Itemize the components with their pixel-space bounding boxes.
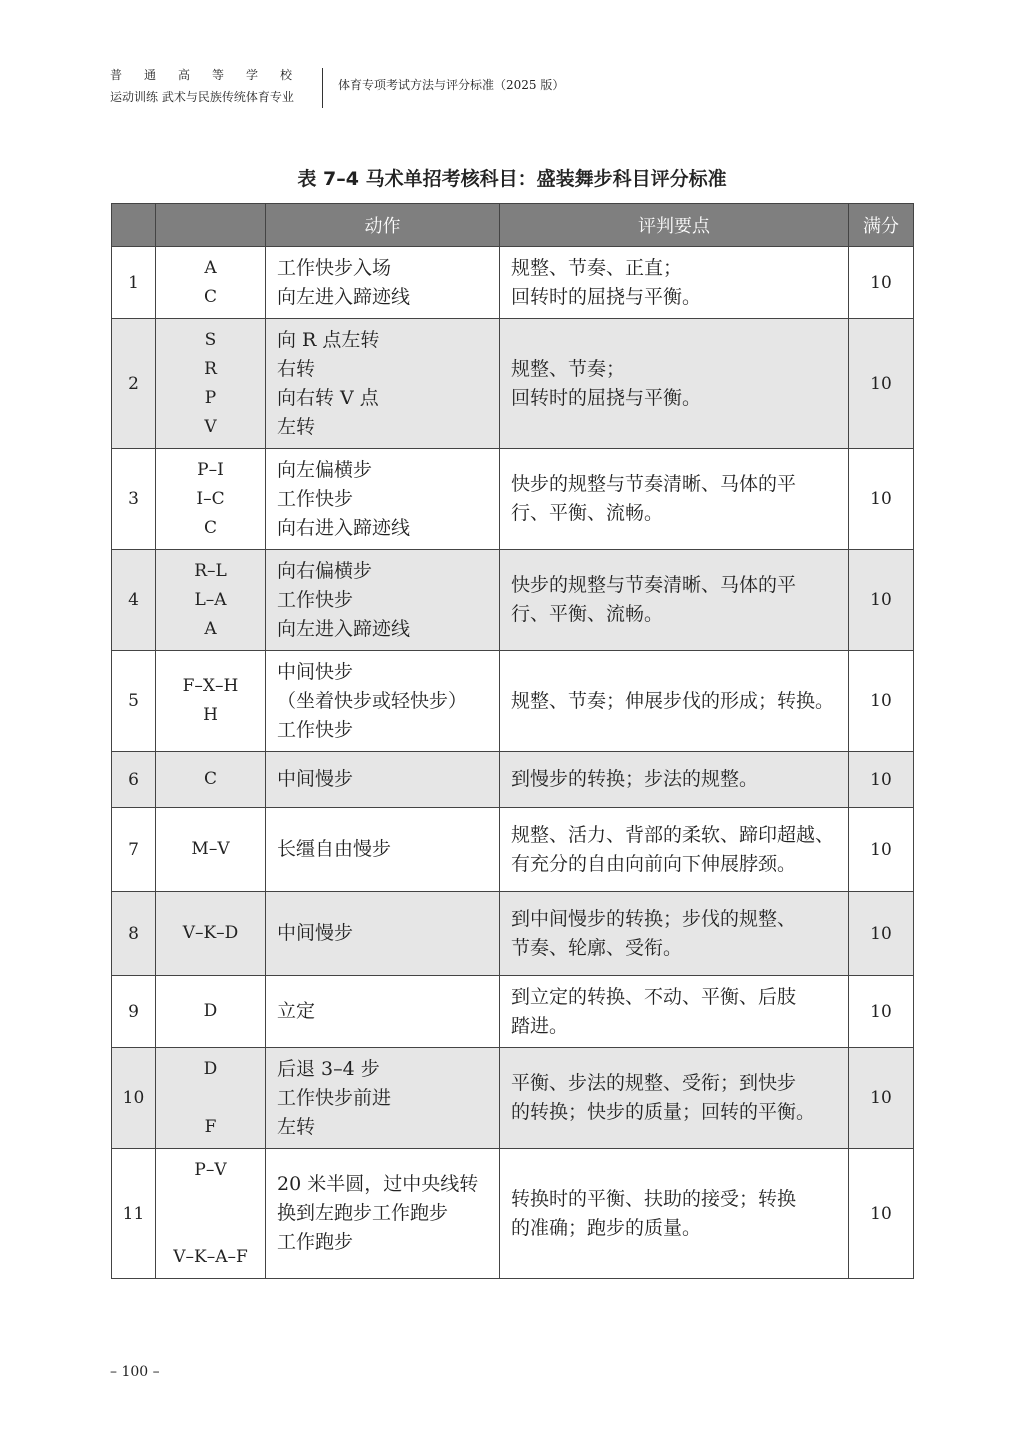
table-title: 表 7–4 马术单招考核科目：盛装舞步科目评分标准: [297, 168, 727, 190]
position-marker: H: [203, 705, 218, 725]
key-point-line: 的准确；跑步的质量。: [511, 1216, 702, 1239]
book-title: 体育专项考试方法与评分标准（2025 版）: [338, 78, 565, 92]
header-cell-position: [156, 204, 266, 247]
table-row: [112, 976, 914, 1048]
row-number: 8: [128, 923, 139, 944]
key-point-line: 规整、活力、背部的柔软、蹄印超越、: [511, 823, 835, 846]
position-cell: [156, 752, 266, 808]
score-value: 10: [870, 1088, 892, 1108]
row-number: 11: [122, 1203, 145, 1224]
scoring-table: [111, 203, 914, 1279]
score-value: 10: [870, 272, 892, 293]
score-cell: [849, 808, 914, 892]
position-spacer: [156, 1084, 265, 1113]
row-number-cell: [112, 1149, 156, 1279]
header-cell-score: 满分: [849, 204, 914, 247]
key-points-cell: [500, 449, 849, 550]
action-cell: [266, 1048, 500, 1149]
action-line: 中间慢步: [277, 768, 354, 790]
position-cell: [156, 892, 266, 976]
table-row: [112, 808, 914, 892]
action-line: （坐着快步或轻快步）: [277, 689, 468, 712]
action-cell: [266, 319, 500, 449]
position-cell: [156, 550, 266, 651]
table-row: [112, 752, 914, 808]
key-points-cell: [500, 892, 849, 976]
position-cell: [156, 808, 266, 892]
position-marker: A: [204, 257, 217, 278]
position-cell: [156, 976, 266, 1048]
key-point-line: 规整、节奏、正直；: [511, 256, 683, 279]
score-cell: [849, 651, 914, 752]
action-line: 工作快步前进: [277, 1086, 392, 1109]
key-point-line: 平衡、步法的规整、受衔；到快步: [511, 1072, 797, 1094]
table-row: [112, 1048, 914, 1149]
action-line: 工作快步: [277, 588, 354, 611]
action-line: 向右进入蹄迹线: [277, 516, 411, 539]
action-line: 换到左跑步工作跑步: [277, 1202, 449, 1224]
header-cell-key-points: 评判要点: [500, 204, 849, 247]
position-marker: F–X–H: [182, 676, 239, 696]
position-cell: [156, 247, 266, 319]
position-marker: C: [203, 286, 217, 307]
action-line: 向 R 点左转: [277, 328, 380, 351]
key-points-cell: [500, 319, 849, 449]
score-value: 10: [870, 769, 892, 790]
score-value: 10: [870, 691, 892, 711]
position-marker: I–C: [196, 488, 225, 509]
action-cell: [266, 892, 500, 976]
header-divider: [322, 68, 323, 108]
table-row: [112, 449, 914, 550]
key-point-line: 规整、节奏；伸展步伐的形成；转换。: [511, 689, 835, 712]
position-cell: [156, 319, 266, 449]
row-number: 3: [128, 489, 139, 509]
action-line: 立定: [277, 1000, 316, 1022]
position-marker: C: [203, 769, 217, 789]
score-value: 10: [870, 590, 892, 610]
score-cell: [849, 247, 914, 319]
row-number-cell: [112, 892, 156, 976]
table-row: [112, 550, 914, 651]
table-header-row: [112, 204, 914, 247]
position-marker: P: [204, 387, 217, 408]
score-value: 10: [870, 489, 892, 509]
key-point-line: 回转时的屈挠与平衡。: [511, 386, 702, 409]
position-cell: [156, 449, 266, 550]
score-cell: [849, 892, 914, 976]
action-line: 工作跑步: [277, 1231, 354, 1253]
score-value: 10: [870, 1001, 892, 1022]
key-point-line: 踏进。: [511, 1014, 569, 1037]
action-line: 中间快步: [277, 660, 354, 683]
key-points-cell: [500, 1048, 849, 1149]
key-points-cell: [500, 247, 849, 319]
row-number-cell: [112, 247, 156, 319]
row-number-cell: [112, 976, 156, 1048]
score-value: 10: [870, 839, 892, 860]
score-cell: [849, 752, 914, 808]
position-cell: [156, 651, 266, 752]
position-marker: R: [204, 358, 217, 379]
header-left: [110, 64, 315, 106]
row-number: 10: [122, 1088, 145, 1108]
score-cell: [849, 1048, 914, 1149]
row-number-cell: [112, 1048, 156, 1149]
key-points-cell: [500, 976, 849, 1048]
header-cell-index: [112, 204, 156, 247]
row-number-cell: [112, 651, 156, 752]
position-marker: L–A: [194, 589, 227, 610]
position-marker: A: [204, 618, 217, 639]
row-number-cell: [112, 319, 156, 449]
row-number: 9: [128, 1001, 139, 1022]
position-marker: P–V: [194, 1159, 227, 1180]
key-point-line: 规整、节奏；: [511, 357, 626, 380]
row-number: 4: [128, 590, 139, 610]
row-number-cell: [112, 808, 156, 892]
key-point-line: 回转时的屈挠与平衡。: [511, 285, 702, 308]
action-cell: [266, 247, 500, 319]
action-line: 向左偏横步: [277, 458, 373, 481]
action-line: 向右偏横步: [277, 559, 373, 582]
key-point-line: 到慢步的转换；步法的规整。: [511, 768, 759, 790]
row-number: 1: [128, 272, 139, 293]
row-number-cell: [112, 550, 156, 651]
key-point-line: 的转换；快步的质量；回转的平衡。: [511, 1101, 816, 1123]
table-row: [112, 1149, 914, 1279]
header-cell-action: 动作: [266, 204, 500, 247]
row-number: 5: [128, 691, 139, 711]
key-point-line: 行、平衡、流畅。: [511, 603, 664, 625]
table-row: [112, 247, 914, 319]
score-value: 10: [870, 373, 892, 394]
score-cell: [849, 550, 914, 651]
position-spacer: [156, 1185, 265, 1243]
key-point-line: 快步的规整与节奏清晰、马体的平: [511, 473, 797, 495]
score-cell: [849, 449, 914, 550]
score-cell: [849, 319, 914, 449]
position-cell: [156, 1048, 266, 1149]
action-line: 工作快步: [277, 487, 354, 510]
row-number-cell: [112, 752, 156, 808]
action-line: 工作快步入场: [277, 256, 392, 279]
action-line: 工作快步: [277, 718, 354, 741]
page-number: – 100 –: [110, 1364, 160, 1380]
row-number: 6: [128, 769, 139, 790]
key-points-cell: [500, 651, 849, 752]
action-cell: [266, 550, 500, 651]
score-value: 10: [870, 923, 892, 944]
key-points-cell: [500, 1149, 849, 1279]
key-point-line: 快步的规整与节奏清晰、马体的平: [511, 574, 797, 596]
action-line: 向左进入蹄迹线: [277, 617, 411, 640]
score-cell: [849, 1149, 914, 1279]
score-cell: [849, 976, 914, 1048]
action-cell: [266, 752, 500, 808]
position-cell: [156, 1149, 266, 1279]
position-marker: R–L: [194, 560, 227, 581]
key-points-cell: [500, 550, 849, 651]
position-marker: S: [204, 329, 217, 350]
major-name: 运动训练 武术与民族传统体育专业: [110, 90, 294, 104]
key-point-line: 到立定的转换、不动、平衡、后肢: [511, 985, 797, 1008]
key-point-line: 行、平衡、流畅。: [511, 502, 664, 524]
action-line: 后退 3–4 步: [277, 1057, 380, 1080]
action-line: 向右转 V 点: [277, 386, 379, 409]
key-point-line: 节奏、轮廓、受衔。: [511, 936, 683, 959]
key-point-line: 有充分的自由向前向下伸展脖颈。: [511, 852, 797, 875]
key-points-cell: [500, 752, 849, 808]
position-marker: C: [203, 517, 217, 538]
action-cell: [266, 1149, 500, 1279]
position-marker: V–K–A–F: [173, 1246, 248, 1267]
position-marker: F: [204, 1116, 217, 1137]
action-cell: [266, 449, 500, 550]
key-point-line: 到中间慢步的转换；步伐的规整、: [511, 907, 797, 930]
action-line: 左转: [277, 1115, 316, 1138]
position-marker: V: [204, 416, 217, 437]
key-points-cell: [500, 808, 849, 892]
action-cell: [266, 808, 500, 892]
position-marker: M–V: [191, 839, 230, 859]
table-row: [112, 892, 914, 976]
action-line: 左转: [277, 415, 316, 438]
action-cell: [266, 976, 500, 1048]
position-marker: D: [203, 1001, 218, 1021]
key-point-line: 转换时的平衡、扶助的接受；转换: [511, 1187, 797, 1210]
action-line: 20 米半圆，过中央线转: [277, 1173, 479, 1195]
position-marker: P–I: [197, 459, 224, 480]
row-number: 2: [128, 373, 139, 394]
action-line: 向左进入蹄迹线: [277, 285, 411, 308]
table-row: [112, 319, 914, 449]
action-line: 右转: [277, 357, 316, 380]
school-name: 普通高等学校: [110, 68, 315, 82]
action-line: 长缰自由慢步: [277, 838, 392, 860]
score-value: 10: [870, 1203, 892, 1224]
row-number: 7: [128, 839, 139, 860]
row-number-cell: [112, 449, 156, 550]
position-marker: V–K–D: [182, 923, 239, 943]
position-marker: D: [203, 1058, 218, 1079]
action-line: 中间慢步: [277, 922, 354, 944]
table-body: [112, 247, 914, 1279]
table-row: [112, 651, 914, 752]
action-cell: [266, 651, 500, 752]
